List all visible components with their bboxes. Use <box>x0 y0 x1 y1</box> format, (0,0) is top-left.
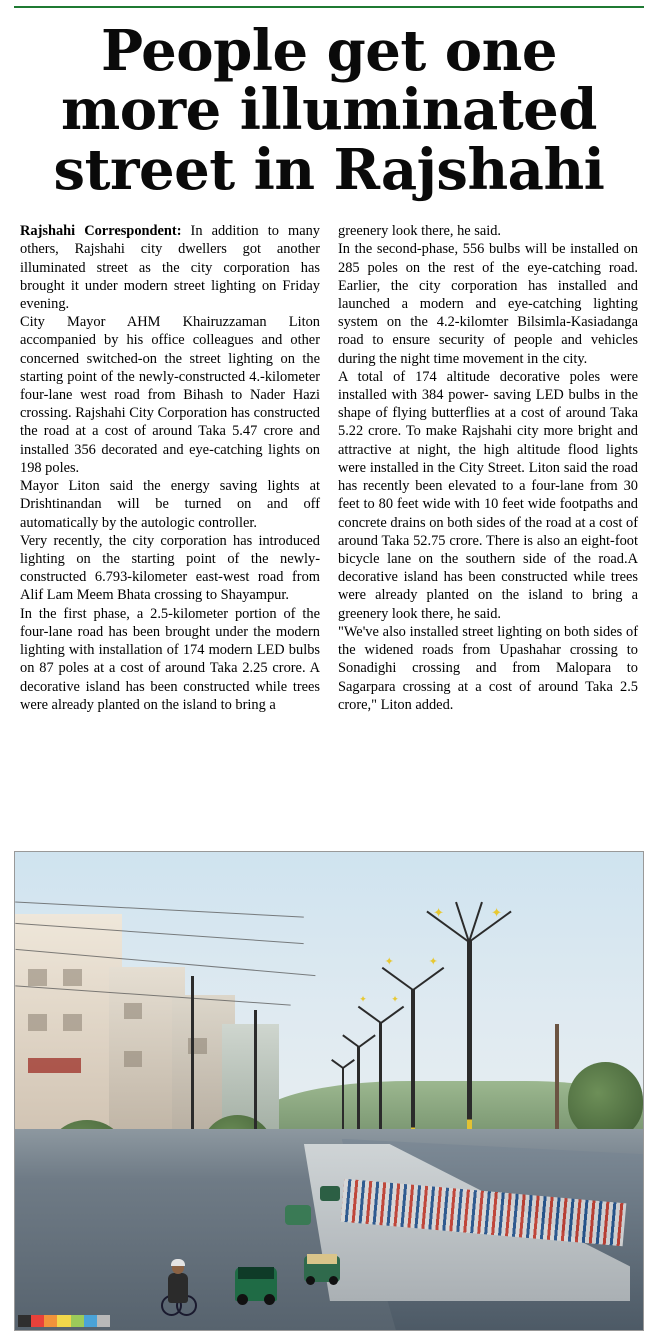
cyclist <box>159 1246 199 1316</box>
window <box>63 969 82 986</box>
article-photo <box>14 851 644 1331</box>
butterfly-light: ✦ <box>384 956 394 969</box>
rickshaw-far <box>320 1179 340 1201</box>
paragraph: In the first phase, a 2.5-kilometer portion of the four-lane road has been brought under the modern lighting with installation of 174 modern LED bulbs on 87 poles at a cost of around Taka 2.25 crore. A decorative island has been constructed while trees were already planted on the island to bring a <box>20 605 320 713</box>
paragraph: Mayor Liton said the energy saving lights at Drishtinandan will be turned on and off automatically by the autologic controller. <box>20 478 320 531</box>
top-divider-rule <box>14 6 644 8</box>
paragraph-text: In addition to many others, Rajshahi city dwellers got another illuminated street as the city corporation has brought it under modern street lighting on Friday evening. <box>20 223 320 312</box>
article-body <box>14 222 644 714</box>
butterfly-light: ✦ <box>428 956 438 969</box>
byline: Rajshahi Correspondent: <box>20 223 182 240</box>
paragraph: "We've also installed street lighting on both sides of the widened roads from Upashahar crossing to Sonadighi crossing and from Malopara to Sagarpara crossing at a cost of around Taka 2.5 crore," Liton added. <box>338 623 638 713</box>
butterfly-light: ✦ <box>391 994 399 1005</box>
window <box>124 1051 142 1067</box>
auto-rickshaw <box>235 1249 277 1301</box>
paragraph: greenery look there, he said. <box>338 223 502 240</box>
window <box>28 969 47 986</box>
paragraph: In the second-phase, 556 bulbs will be installed on 285 poles on the rest of the eye-catching road. Earlier, the city corporation has installed and launched a modern and eye-catching lighting system on the 4.2-kilomter Bilsimla-Kasiadanga road to ensure security of people and vehicles during the night time movement in the city. <box>338 241 638 367</box>
van <box>304 1242 340 1282</box>
butterfly-light: ✦ <box>359 994 367 1005</box>
butterfly-light: ✦ <box>491 904 503 920</box>
window <box>28 1014 47 1031</box>
signboard <box>28 1058 81 1073</box>
rickshaw-far <box>285 1195 311 1225</box>
color-calibration-bar <box>18 1315 110 1327</box>
column-left <box>20 222 320 714</box>
tree <box>568 1062 643 1138</box>
butterfly-light: ✦ <box>433 904 445 920</box>
paragraph: A total of 174 altitude decorative poles were installed with 384 power- saving LED bulbs in the shape of flying butterflies at a cost of around Taka 5.22 crore. To make Rajshahi city more bright and attractive at night, the high altitude flood lights were installed in the City Street. Liton said the road has recently been elevated to a four-lane from 30 feet to 80 feet wide with 10 feet wide footpaths and concrete drains on both sides of the road at a cost of around Taka 52.75 crore. There is also an eight-foot bicycle lane on the southern side of the road.A decorative island has been constructed while trees were already planted on the island to bring a greenery look there, he said. <box>338 368 638 622</box>
window <box>124 1003 142 1019</box>
column-right <box>338 222 638 714</box>
paragraph: Very recently, the city corporation has introduced lighting on the starting point of the newly-constructed 6.793-kilometer east-west road from Alif Lam Meem Bhata crossing to Shayampur. <box>20 532 320 604</box>
paragraph: City Mayor AHM Khairuzzaman Liton accompanied by his office colleagues and other concerned switched-on the street lighting on the starting point of the newly-constructed 4.-kilometer four-lane west road from Bihash to Nader Hazi crossing. Rajshahi City Corporation has constructed the road at a cost of around Taka 5.47 crore and installed 356 decorated and eye-catching lights on 198 poles. <box>20 314 320 476</box>
page-title: People get one more illuminated street in Rajshahi <box>53 18 605 203</box>
window <box>63 1014 82 1031</box>
photo-scene <box>15 852 643 1330</box>
paragraph <box>20 222 320 313</box>
